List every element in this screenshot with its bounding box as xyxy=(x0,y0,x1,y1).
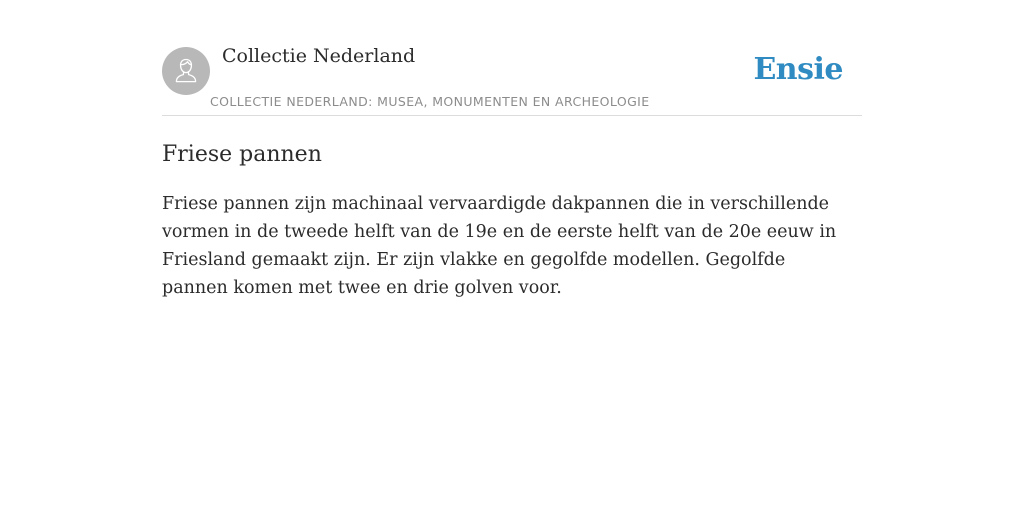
author-name[interactable]: Collectie Nederland xyxy=(222,45,416,67)
user-icon xyxy=(171,56,201,86)
collection-subtitle[interactable]: COLLECTIE NEDERLAND: MUSEA, MONUMENTEN EN ARCHEOLOGIE xyxy=(210,94,650,109)
entry-header xyxy=(162,44,862,116)
entry-body: Friese pannen zijn machinaal vervaardigde dakpannen die in verschillende vormen in de tweede helft van de 19e en de eerste helft van de 20e eeuw in Friesland gemaakt zijn. Er zijn vlakke en gegolfde modellen. Gegolfde pannen komen met twee en drie golven voor. xyxy=(162,194,837,298)
entry-card xyxy=(162,44,862,302)
author-avatar[interactable] xyxy=(162,47,210,95)
ensie-logo[interactable]: Ensie xyxy=(753,52,843,87)
entry-title: Friese pannen xyxy=(162,142,322,167)
